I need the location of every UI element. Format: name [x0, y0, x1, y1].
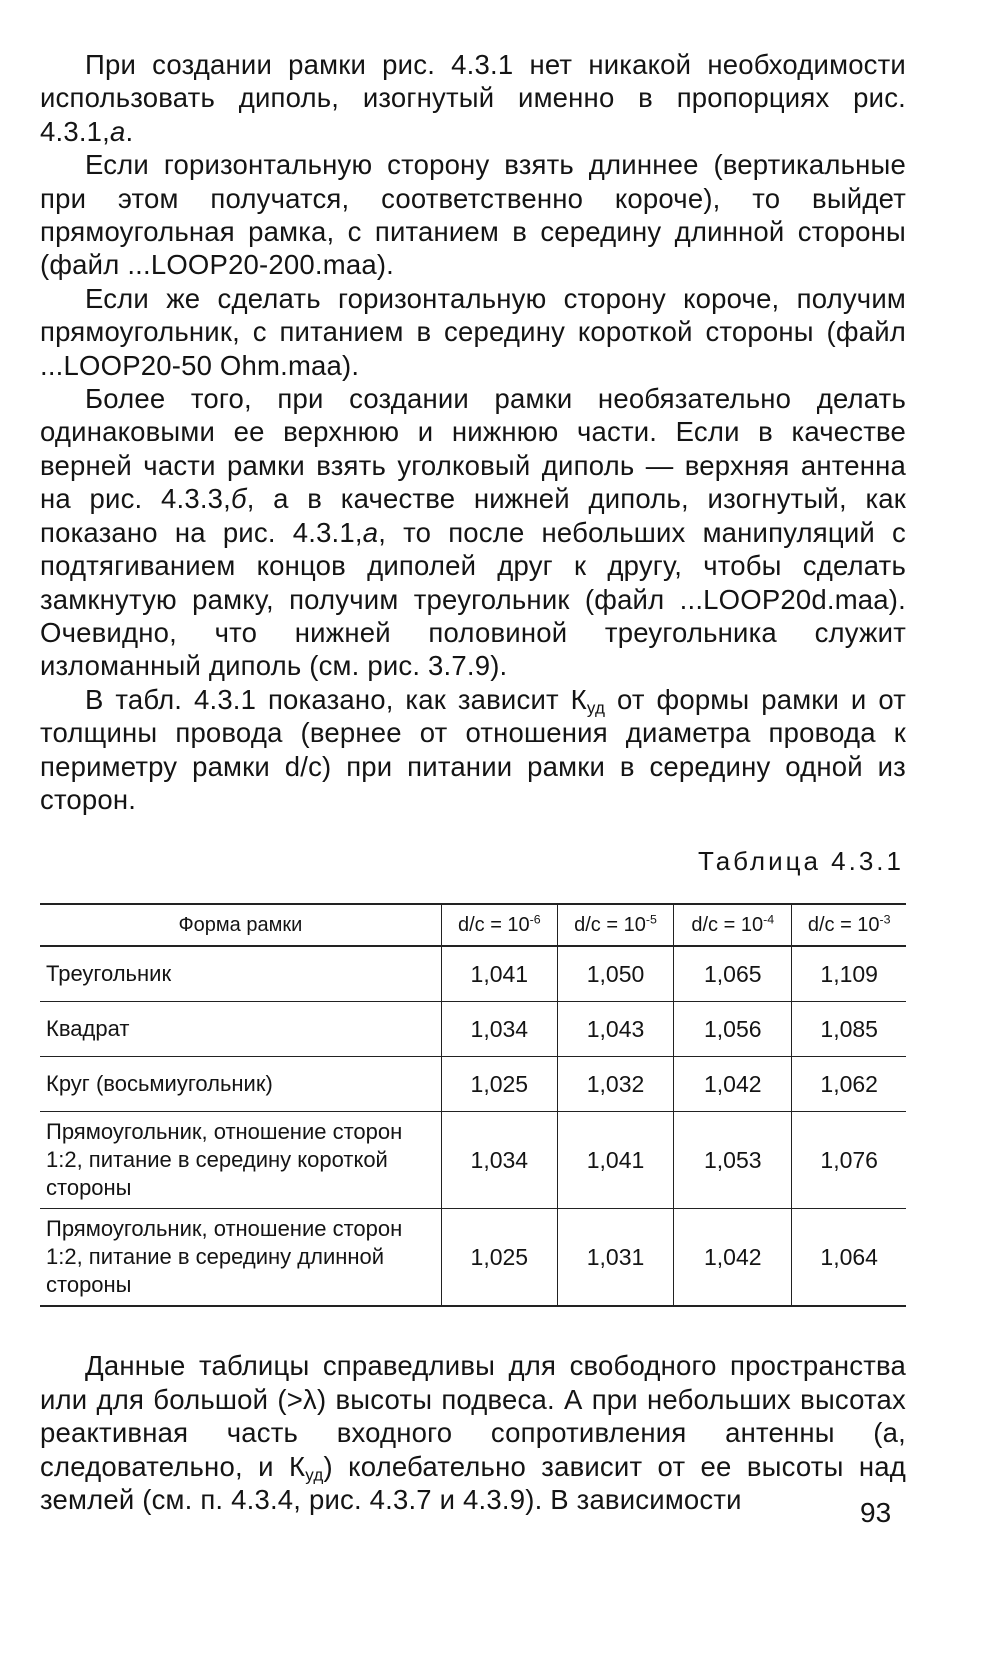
- header-col-2: $d/c = 10^{-5}$: [557, 904, 673, 946]
- row-shape: Прямоугольник, отношение сторон 1:2, питание в середину длинной стороны: [40, 1209, 441, 1307]
- table-caption: Таблица 4.3.1: [698, 846, 904, 877]
- row-value: 1,064: [792, 1209, 906, 1307]
- paragraph-2: Если горизонтальную сторону взять длиннее (вертикальные при этом получатся, соответственно короче), то выйдет прямоугольная рамка, с питанием в середину длинной стороны (файл ...LOOP20-200.maa).: [40, 149, 906, 281]
- row-value: 1,062: [792, 1057, 906, 1112]
- row-value: 1,041: [441, 946, 557, 1002]
- header-col-4: $d/c = 10^{-3}$: [792, 904, 906, 946]
- paragraph-5: В табл. 4.3.1 показано, как зависит $К_{уд}$ от формы рамки и от толщины провода (вернее от отношения диаметра провода к периметру рамки d/c) при питании рамки в середину одной из сторон.: [40, 683, 906, 815]
- paragraph-3: Если же сделать горизонтальную сторону короче, получим прямоугольник, с питанием в середину короткой стороны (файл ...LOOP20-50 Ohm.maa).: [40, 282, 906, 381]
- row-value: 1,065: [674, 946, 792, 1002]
- row-value: 1,053: [674, 1112, 792, 1209]
- paragraph-1: При создании рамки рис. 4.3.1 нет никакой необходимости использовать диполь, изогнутый именно в пропорциях рис. 4.3.1,а.: [40, 49, 906, 147]
- row-value: 1,034: [441, 1112, 557, 1209]
- header-col-1: $d/c = 10^{-6}$: [441, 904, 557, 946]
- row-value: 1,025: [441, 1057, 557, 1112]
- row-shape: Прямоугольник, отношение сторон 1:2, питание в середину короткой стороны: [40, 1112, 441, 1209]
- row-value: 1,050: [557, 946, 673, 1002]
- row-shape: Квадрат: [40, 1002, 441, 1057]
- row-value: 1,076: [792, 1112, 906, 1209]
- row-value: 1,031: [557, 1209, 673, 1307]
- row-value: 1,043: [557, 1002, 673, 1057]
- row-value: 1,041: [557, 1112, 673, 1209]
- row-shape: Круг (восьмиугольник): [40, 1057, 441, 1112]
- paragraph-6: Данные таблицы справедливы для свободного пространства или для большой (>λ) высоты подвеса. А при небольших высотах реактивная часть входного сопротивления антенны (а, следовательно, и $К_{уд}$) колебательно зависит от ее высоты над землей (см. п. 4.3.4, рис. 4.3.7 и 4.3.9). В зависимости: [40, 1350, 906, 1515]
- header-shape: Форма рамки: [40, 904, 441, 946]
- row-value: 1,032: [557, 1057, 673, 1112]
- row-value: 1,042: [674, 1209, 792, 1307]
- row-value: 1,042: [674, 1057, 792, 1112]
- row-value: 1,085: [792, 1002, 906, 1057]
- table-row: [40, 1112, 906, 1209]
- table-row: [40, 1057, 906, 1112]
- data-table: [40, 903, 906, 1307]
- row-shape: Треугольник: [40, 946, 441, 1002]
- page-body: [40, 48, 906, 1516]
- paragraph-4: Более того, при создании рамки необязательно делать одинаковыми ее верхнюю и нижнюю части. Если в качестве верней части рамки взять уголковый диполь — верхняя антенна на рис. 4.3.3,б, а в качестве нижней диполь, изогнутый, как показано на рис. 4.3.1,а, то после небольших манипуляций с подтягиванием концов диполей друг к другу, чтобы сделать замкнутую рамку, получим треугольник (файл ...LOOP20d.maa). Очевидно, что нижней половиной треугольника служит изломанный диполь (см. рис. 3.7.9).: [40, 383, 907, 682]
- table-header-row: [40, 904, 906, 946]
- row-value: 1,034: [441, 1002, 557, 1057]
- header-col-3: $d/c = 10^{-4}$: [674, 904, 792, 946]
- table-row: [40, 1209, 906, 1307]
- table-row: [40, 1002, 906, 1057]
- page-number: 93: [860, 1497, 892, 1528]
- row-value: 1,025: [441, 1209, 557, 1307]
- row-value: 1,109: [792, 946, 906, 1002]
- row-value: 1,056: [674, 1002, 792, 1057]
- table-row: [40, 946, 906, 1002]
